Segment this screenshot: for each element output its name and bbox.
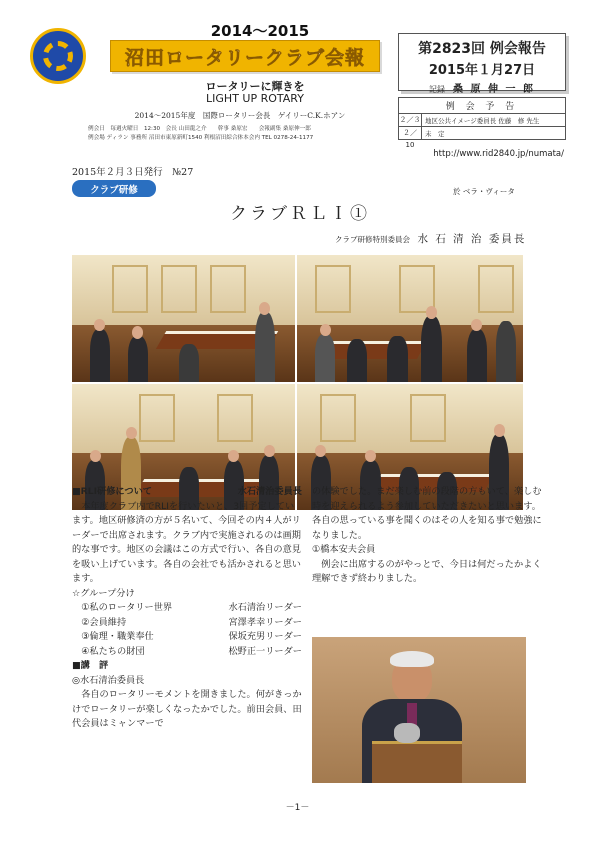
rotary-wheel-icon <box>43 41 73 71</box>
author: クラブ研修特別委員会 水 石 清 治 委員長 <box>335 233 527 245</box>
schedule-row: ２／３ 地区公共イメージ委員長 佐藤 修 先生 <box>399 114 565 127</box>
rotary-logo <box>30 28 86 84</box>
subheading: ①橋本安夫会員 <box>312 544 376 555</box>
meeting-photo-1 <box>72 255 295 382</box>
report-number: 第2823回 例会報告 <box>418 41 546 57</box>
info-line-1: 例会日 毎週火曜日 12:30 会長 山田龍之介 幹事 桑原宏 会報副集 桑原伸一郎 <box>88 126 311 132</box>
info-line-2: 例会場 ディラン 事務所 沼田市東原新町1540 利根沼田綜合体本会内 TEL 0278-24-1177 <box>88 135 314 141</box>
left-column <box>72 485 302 732</box>
group-item: ①私のロータリー世界 水石清治リーダー <box>81 602 302 613</box>
subheading: ◎水石清治委員長 <box>72 674 145 686</box>
paragraph: 本年度クラブ内でRLIを行いたいと、3回予定しています。地区研修済の方が５名いて、今回その内４人がリーダーで出席されます。クラブ内で実施されるのは画期的な事です。地区の会議はこの方式で行い、各自の意見を吸い上げています。各自の会社でも活かされると思います。 <box>72 500 301 584</box>
schedule-row: ２／10 未 定 <box>399 127 565 139</box>
paragraph: の体験でした。まだ楽しむ前の段階の方もいて、楽しむ時を迎えられるよう参加していただきたいと思います。各自の思っている事を聞くのはその人を知る事で勉強になりました。 <box>312 486 542 541</box>
group-item: ②会員維持 宮澤孝幸リーダー <box>81 616 302 628</box>
report-box <box>398 33 566 95</box>
paragraph: 各自のロータリーモメントを開きました。何がきっかけでロータリーが楽しくなったかでした。前田会員、田代会員はミャンマーで <box>72 689 302 729</box>
issue-date: 2015年２月３日発行 №27 <box>72 167 194 178</box>
meeting-photo-2 <box>297 255 523 382</box>
officers-line: 2014～2015年度 国際ロータリー会長 ゲイリーC.K.ホアン <box>134 111 346 120</box>
schedule-heading: 例 会 予 告 <box>399 98 565 114</box>
website-link[interactable]: http://www.rid2840.jp/numata/ <box>433 149 564 159</box>
paragraph: 例会に出席するのがやっとで、今日は何だったかよく理解できず終わりました。 <box>312 558 542 584</box>
club-info <box>88 125 388 143</box>
groups-heading: ☆グループ分け <box>72 587 135 599</box>
right-column <box>312 485 542 587</box>
slogan-en: LIGHT UP ROTARY <box>206 92 304 105</box>
section-heading-rli: ■RLI研修について 水石清治委員長 <box>72 486 302 497</box>
group-item: ④私たちの財団 松野正一リーダー <box>81 645 302 657</box>
category-tag: クラブ研修 <box>72 180 156 197</box>
club-banner <box>110 40 380 72</box>
recorder: 記録 桑 原 伸 一 郎 <box>429 84 535 95</box>
article-title: クラブＲＬＩ① <box>230 204 370 224</box>
group-item: ③倫理・職業奉仕 保坂充男リーダー <box>81 631 302 642</box>
speaker-photo <box>312 637 526 783</box>
page-number: －1－ <box>285 803 310 813</box>
years-label: 2014～2015 <box>210 22 310 40</box>
club-name: 沼田ロータリークラブ会報 <box>124 46 365 69</box>
slogan-jp: ロータリーに輝きを <box>205 80 305 93</box>
venue: 於 ベラ・ヴィータ <box>453 187 515 196</box>
section-heading-review: ■講 評 <box>72 660 109 671</box>
meeting-schedule <box>398 97 566 149</box>
report-date: 2015年１月27日 <box>428 63 536 78</box>
